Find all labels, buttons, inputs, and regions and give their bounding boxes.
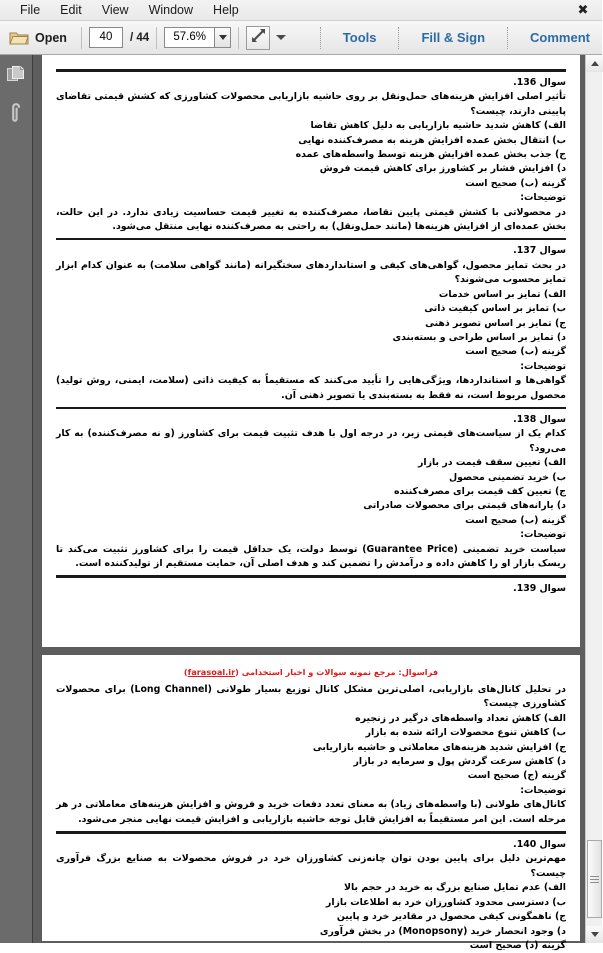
pdf-page-40 bbox=[42, 55, 580, 647]
tools-button[interactable]: Tools bbox=[342, 30, 377, 45]
fit-page-button[interactable] bbox=[246, 26, 270, 50]
page-total-label: / 44 bbox=[129, 31, 150, 44]
question-option-a: الف) تعیین سقف قیمت در بازار bbox=[418, 457, 566, 469]
question-divider bbox=[56, 69, 566, 72]
question-divider bbox=[56, 238, 566, 240]
question-option-c: ج) افزایش شدید هزینه‌های معاملاتی و حاشیه بازاریابی bbox=[312, 741, 566, 753]
scroll-up-button[interactable] bbox=[586, 55, 603, 72]
question-number: سوال 137. bbox=[513, 245, 566, 257]
question-divider bbox=[56, 831, 566, 834]
toolbar-separator-3 bbox=[238, 27, 239, 49]
paperclip-icon bbox=[6, 103, 26, 129]
page-number-input[interactable]: 40 bbox=[89, 27, 123, 48]
chevron-down-icon bbox=[276, 35, 286, 40]
vertical-scrollbar[interactable] bbox=[585, 55, 602, 943]
fill-and-sign-button[interactable]: Fill & Sign bbox=[421, 30, 486, 45]
toolbar-separator-6 bbox=[507, 27, 508, 49]
question-answer: گزینه (ب) صحیح است bbox=[465, 177, 566, 189]
toolbar-separator-1 bbox=[81, 27, 82, 49]
page-thumbnails-icon bbox=[6, 64, 26, 88]
question-option-d: د) تمایز بر اساس طراحی و بسته‌بندی bbox=[392, 331, 566, 343]
comment-button[interactable]: Comment bbox=[530, 30, 590, 45]
question-option-d: د) یارانه‌های قیمتی برای محصولات صادراتی bbox=[363, 500, 566, 512]
page-navigation-group bbox=[89, 27, 149, 48]
toolbar-separator-2 bbox=[156, 27, 157, 49]
question-number: سوال 136. bbox=[513, 77, 566, 88]
explanation-text: کانال‌های طولانی (با واسطه‌های زیاد) به معنای تعدد دفعات خرید و فروش و افزایش هزینه‌های معاملاتی در هر مرحله است. این امر مستقیماً به افزایش قابل توجه حاشیه بازاریابی و افزایش قیمت نهایی منجر می‌شود. bbox=[56, 799, 566, 825]
question-option-b: ب) کاهش تنوع محصولات ارائه شده به بازار bbox=[365, 727, 566, 739]
question-option-b: ب) تمایز بر اساس کیفیت ذاتی bbox=[424, 303, 566, 315]
question-stem: تأثیر اصلی افزایش هزینه‌های حمل‌ونقل بر روی حاشیه بازاریابی محصولات کشاورزی که کشش قیمتی تقاضای پایینی دارند، چیست؟ bbox=[56, 91, 566, 117]
open-button[interactable] bbox=[0, 27, 74, 49]
question-option-b: ب) دسترسی محدود کشاورزان خرد به اطلاعات بازار bbox=[325, 896, 566, 908]
question-number: سوال 138. bbox=[513, 413, 566, 425]
watermark-text: فراسوال: مرجع نمونه سوالات و اخبار استخدامی ( bbox=[235, 667, 439, 677]
question-option-a: الف) تمایز بر اساس خدمات bbox=[438, 288, 566, 300]
title-bar bbox=[0, 0, 602, 21]
question-answer: گزینه (ج) صحیح است bbox=[467, 770, 566, 782]
question-option-c: ج) جذب بخش عمده افزایش هزینه توسط واسطه‌های عمده bbox=[295, 149, 566, 161]
explanation-label: توضیحات: bbox=[520, 192, 566, 204]
explanation-text: گواهی‌ها و استانداردها، ویژگی‌هایی را تأیید می‌کنند که مستقیماً به کیفیت ذاتی (سلامت، ایمنی، روش تولید) محصول مربوط است، نه فقط به بسته‌بندی یا تصویر ذهنی آن. bbox=[56, 375, 566, 401]
site-watermark bbox=[56, 667, 566, 677]
explanation-text: در محصولاتی با کشش قیمتی پایین تقاضا، مصرف‌کننده به تغییر قیمت حساسیت زیادی ندارد. در این حالت، بخش عمده‌ای از افزایش هزینه‌ها (مانند حمل‌ونقل) به راحتی به مصرف‌کننده نهایی منتقل می‌شود. bbox=[56, 206, 566, 233]
menu-item-view[interactable]: View bbox=[101, 3, 129, 17]
explanation-text: سیاست خرید تضمینی (Guarantee Price) توسط دولت، یک حداقل قیمت را برای کشاورز تثبیت می‌کند تا ریسک بازار او را کاهش داده و درآمدش را تضمین کند و هدف اصلی آن، حمایت مستقیم از تولیدکننده است. bbox=[56, 543, 566, 569]
question-block-140 bbox=[56, 838, 566, 953]
fit-options-dropdown[interactable] bbox=[273, 27, 289, 49]
document-view[interactable] bbox=[33, 55, 602, 951]
question-option-a: الف) کاهش شدید حاشیه بازاریابی به دلیل کاهش تقاضا bbox=[310, 120, 566, 132]
toolbar-right-panel bbox=[310, 21, 602, 54]
question-answer: گزینه (د) صحیح است bbox=[469, 939, 566, 951]
question-block-138 bbox=[56, 413, 566, 571]
question-block-139-continued bbox=[56, 683, 566, 827]
chevron-down-icon bbox=[591, 932, 599, 937]
main-area bbox=[0, 55, 602, 951]
question-block-136 bbox=[56, 76, 566, 234]
question-option-d: د) کاهش سرعت گردش پول و سرمایه در بازار bbox=[353, 756, 566, 768]
menu-bar bbox=[0, 1, 249, 19]
toolbar bbox=[0, 21, 602, 55]
navigation-pane bbox=[0, 55, 33, 943]
question-option-c: ج) تمایز بر اساس تصویر ذهنی bbox=[425, 317, 566, 329]
question-number: سوال 139. bbox=[513, 583, 566, 595]
question-stem: در تحلیل کانال‌های بازاریابی، اصلی‌ترین مشکل کانال توزیع بسیار طولانی (Long Channel) برای محصولات کشاورزی چیست؟ bbox=[56, 684, 566, 710]
open-file-group bbox=[0, 27, 74, 49]
question-answer: گزینه (ب) صحیح است bbox=[465, 346, 566, 358]
fit-view-group bbox=[246, 26, 289, 50]
question-stem: در بحث تمایز محصول، گواهی‌های کیفی و استانداردهای سختگیرانه (مانند گواهی سلامت) به عنوان کدام ابزار تمایز محسوب می‌شوند؟ bbox=[56, 259, 566, 286]
zoom-group bbox=[164, 27, 231, 48]
question-option-d: د) وجود انحصار خرید (Monopsony) در بخش فرآوری bbox=[319, 925, 566, 937]
question-option-b: ب) انتقال بخش عمده افزایش هزینه به مصرف‌کننده نهایی bbox=[298, 134, 566, 146]
question-option-d: د) افزایش فشار بر کشاورز برای کاهش قیمت فروش bbox=[319, 163, 566, 175]
question-block-139 bbox=[56, 582, 566, 596]
question-divider bbox=[56, 575, 566, 578]
scrollbar-thumb[interactable] bbox=[587, 840, 602, 918]
fit-page-icon bbox=[250, 27, 267, 48]
toolbar-separator-4 bbox=[320, 27, 321, 49]
chevron-up-icon bbox=[591, 61, 599, 66]
question-number: سوال 140. bbox=[513, 839, 566, 851]
question-stem: مهم‌ترین دلیل برای پایین بودن توان چانه‌زنی کشاورزان خرد در فروش محصولات به صنایع بزرگ فرآوری چیست؟ bbox=[56, 853, 566, 879]
toolbar-separator-5 bbox=[398, 27, 399, 49]
question-option-a: الف) کاهش تعداد واسطه‌های درگیر در زنجیره bbox=[355, 712, 566, 724]
menu-item-window[interactable]: Window bbox=[148, 3, 194, 17]
grip-icon bbox=[590, 876, 599, 883]
question-stem: کدام یک از سیاست‌های قیمتی زیر، در درجه اول با هدف تثبیت قیمت برای کشاورز (و نه مصرف‌کننده) به کار می‌رود؟ bbox=[56, 428, 566, 454]
folder-icon bbox=[9, 30, 29, 46]
page-container bbox=[33, 55, 602, 951]
question-answer: گزینه (ب) صحیح است bbox=[465, 514, 566, 526]
pdf-page-41 bbox=[42, 655, 580, 951]
explanation-label: توضیحات: bbox=[520, 529, 566, 541]
page-thumbnails-button[interactable] bbox=[3, 63, 29, 89]
watermark-link[interactable]: farasoal.ir bbox=[187, 667, 236, 677]
chevron-down-icon bbox=[219, 35, 227, 40]
attachments-button[interactable] bbox=[3, 103, 29, 129]
menu-item-help[interactable]: Help bbox=[213, 3, 239, 17]
question-divider bbox=[56, 407, 566, 409]
menu-item-edit[interactable]: Edit bbox=[60, 3, 82, 17]
scroll-down-button[interactable] bbox=[586, 926, 603, 943]
close-icon[interactable]: ✖ bbox=[577, 2, 589, 18]
menu-item-file[interactable]: File bbox=[20, 3, 41, 17]
question-option-c: ج) تعیین کف قیمت برای مصرف‌کننده bbox=[393, 485, 566, 497]
question-option-a: الف) عدم تمایل صنایع بزرگ به خرید در حجم بالا bbox=[344, 882, 566, 894]
watermark-tail: ) bbox=[183, 667, 188, 677]
zoom-level-input[interactable]: 57.6% bbox=[164, 27, 214, 48]
question-block-137 bbox=[56, 244, 566, 402]
question-option-b: ب) خرید تضمینی محصول bbox=[448, 471, 566, 483]
open-label: Open bbox=[35, 30, 67, 45]
question-option-c: ج) ناهمگونی کیفی محصول در مقادیر خرد و پایین bbox=[336, 911, 566, 923]
zoom-dropdown-button[interactable] bbox=[214, 27, 231, 48]
explanation-label: توضیحات: bbox=[520, 360, 566, 372]
explanation-label: توضیحات: bbox=[520, 784, 566, 796]
